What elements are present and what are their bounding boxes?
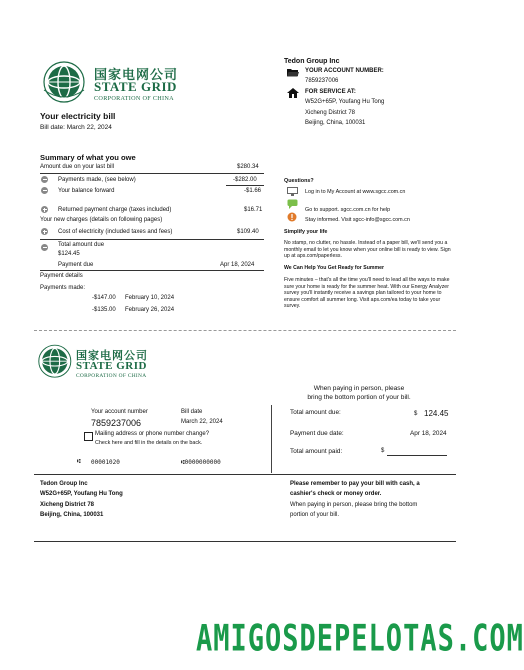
remember-line-1: Please remember to pay your bill with cash, a [290,481,420,487]
service-address-1: W52G+65P, Youfang Hu Tong [305,99,385,105]
divider [226,185,264,186]
micr-code-2: ⑆0000000000 [181,459,221,466]
watermark: AMIGOSDEPELOTAS.COM [196,618,524,660]
payment-details-label: Payment details [40,273,83,279]
chat-bubble-icon [287,199,298,209]
address-change-label: Mailing address or phone number change? [95,431,210,437]
payment-due-label: Payment due [58,262,94,268]
remember-line-2: cashier's check or money order. [290,491,382,497]
stub-address-2: Xicheng District 78 [40,502,95,508]
stub-logo [34,343,184,383]
stub-bill-date: March 22, 2024 [181,419,223,425]
stub-company-name: Tedon Group Inc [40,481,88,487]
stub-in-person-2: bring the bottom portion of your bill. [307,394,411,401]
balance-forward-value: -$1.66 [244,188,262,194]
divider [40,270,264,271]
logo-brand-name: STATE GRID [94,79,177,94]
alert-icon [287,212,297,222]
service-label: FOR SERVICE AT: [305,89,356,95]
plus-circle-icon [41,228,48,235]
bill-heading: Your electricity bill [40,111,116,121]
summer-help-title: We Can Help You Get Ready for Summer [284,265,385,271]
stub-total-due-value: 124.45 [424,409,449,418]
divider [34,474,456,475]
payments-made-value: -$282.00 [233,177,257,183]
bill-date-line: Bill date: March 22, 2024 [40,124,112,131]
divider [40,173,264,174]
micr-marker: ⑆ [77,459,81,465]
minus-circle-icon [41,187,48,194]
payment-row-amount: -$135.00 [92,307,116,313]
balance-forward-label: Your balance forward [58,188,115,194]
returned-payment-value: $16.71 [244,207,263,213]
cost-electricity-label: Cost of electricity (included taxes and fees) [58,229,173,235]
payment-due-value: Apr 18, 2024 [220,262,255,268]
payment-row-date: February 10, 2024 [125,295,175,301]
stub-in-person-1: When paying in person, please [313,385,405,392]
logo-chinese-name: 国家电网公司 [94,68,179,83]
cost-electricity-value: $109.40 [237,229,259,235]
payment-row-amount: -$147.00 [92,295,116,301]
stub-address-1: W52G+65P, Youfang Hu Tong [40,491,123,497]
stub-paid-currency: $ [381,448,385,454]
service-address-2: Xicheng District 78 [305,110,356,116]
logo-brand-name: STATE GRID [76,360,147,372]
remember-line-4: portion of your bill. [290,512,340,518]
stub-account-label: Your account number [91,409,148,415]
house-icon [287,88,299,98]
payments-made-header: Payments made: [40,285,86,291]
account-number: 7859237006 [305,78,339,84]
minus-circle-icon [41,176,48,183]
stub-paid-label: Total amount paid: [290,448,343,455]
logo [38,58,188,108]
stub-divider [271,405,272,473]
address-change-checkbox[interactable] [84,432,93,441]
total-due-value: $124.45 [58,251,80,257]
simplify-text: No stamp, no clutter, no hassle. Instead of a paper bill, we'll send you a monthly email to let you know when your online bill is ready to view. Sign up at aps.com/paperless. [284,240,451,260]
micr-code-1: 00001020 [91,459,120,466]
account-number-label: YOUR ACCOUNT NUMBER: [305,68,384,74]
divider [40,239,264,240]
state-grid-globe-icon [38,60,88,106]
service-address-3: Beijing, China, 100031 [305,120,366,126]
folder-icon [287,68,299,77]
amount-due-last-label: Amount due on your last bill [40,164,115,170]
amount-paid-input-line[interactable] [387,455,447,456]
simplify-title: Simplify your life [284,229,328,235]
logo-chinese-name: 国家电网公司 [76,349,148,362]
stub-total-due-currency: $ [414,411,418,417]
stub-due-date-value: Apr 18, 2024 [410,430,447,437]
monitor-icon [287,187,298,196]
equals-circle-icon [41,244,48,251]
stub-bill-date-label: Bill date [181,409,203,415]
questions-login: Log in to My Account at www.sgcc.com.cn [305,189,406,195]
questions-title: Questions? [284,178,314,184]
stub-total-due-label: Total amount due: [290,409,341,416]
new-charges-label: Your new charges (details on following pages) [40,217,163,223]
remember-line-3: When paying in person, please bring the bottom [290,502,418,508]
questions-support: Go to support. sgcc.com.cn for help [305,207,391,213]
total-due-label: Total amount due [58,242,105,248]
stub-account-number: 7859237006 [91,418,142,428]
payments-made-label: Payments made, (see below) [58,177,136,183]
stub-address-3: Beijing, China, 100031 [40,512,104,518]
address-change-sub: Check here and fill in the details on the back. [95,440,203,446]
bottom-rule [34,541,456,542]
state-grid-globe-icon [34,343,74,381]
tear-line [34,330,456,331]
company-name: Tedon Group Inc [284,58,340,65]
returned-payment-label: Returned payment charge (taxes included) [58,207,172,213]
logo-corporation: CORPORATION OF CHINA [94,95,174,102]
amount-due-last-value: $280.34 [237,164,259,170]
stub-due-date-label: Payment due date: [290,430,344,437]
summer-help-text: Five minutes – that's all the time you'll need to lead all the ways to make sure your home is ready for the summer heat. With our Energy Analyzer survey you'll instantly receive a savings plan tailored to your home to ensure comfort all summer long. Visit aps.com/ea today to take your survey. [284,277,450,310]
logo-corporation: CORPORATION OF CHINA [76,373,147,379]
payment-row-date: February 26, 2024 [125,307,175,313]
questions-informed: Stay informed. Visit sgcc-info@sgcc.com.cn [305,217,410,223]
plus-circle-icon [41,206,48,213]
summary-title: Summary of what you owe [40,153,136,162]
